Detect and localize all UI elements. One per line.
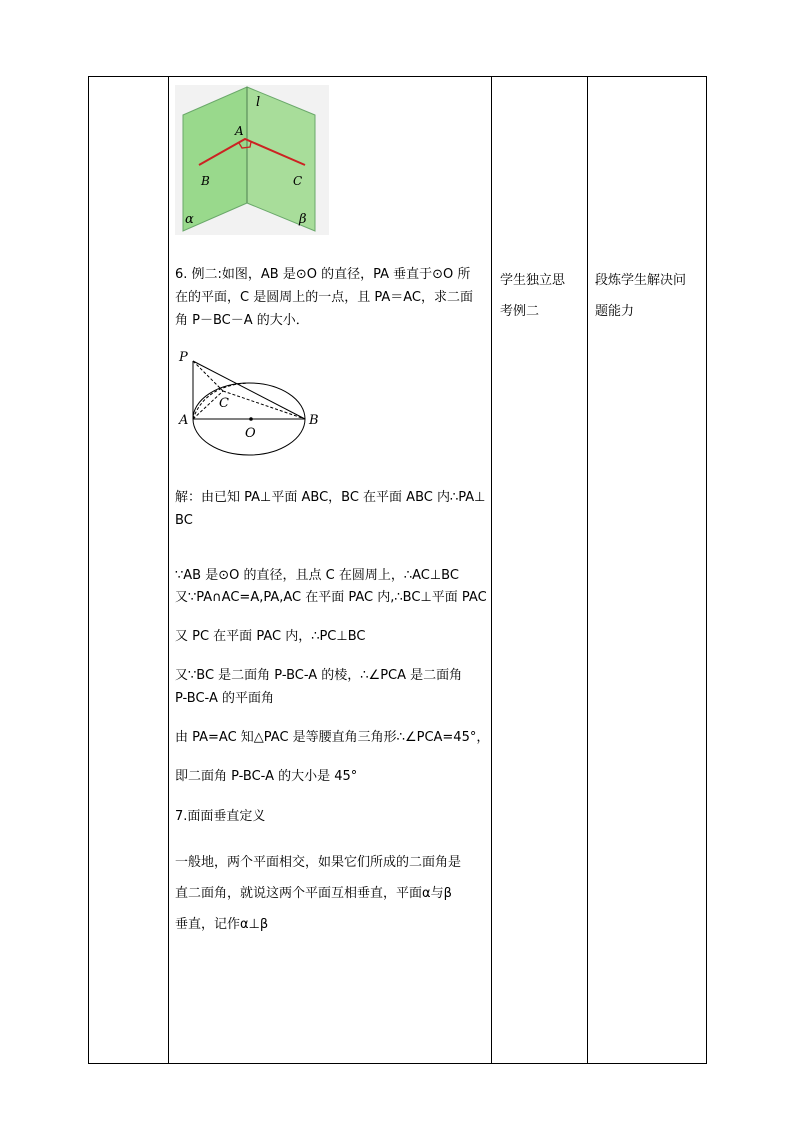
design-purpose bbox=[595, 265, 686, 327]
solution-line: 即二面角 P-BC-A 的大小是 45° bbox=[175, 769, 358, 784]
definition-line: 一般地，两个平面相交，如果它们所成的二面角是 bbox=[175, 855, 462, 870]
lesson-table bbox=[88, 76, 707, 1064]
solution-line: 又 PC 在平面 PAC 内，∴PC⊥BC bbox=[175, 629, 366, 644]
solution-block bbox=[175, 486, 491, 532]
design-purpose-line: 题能力 bbox=[595, 304, 635, 319]
student-activity-line: 考例二 bbox=[500, 304, 540, 319]
example-line-1: 6. 例二:如图，AB 是⊙O 的直径，PA 垂直于⊙O 所 bbox=[175, 267, 471, 282]
column-divider bbox=[491, 77, 492, 1063]
fig1-label-b: B bbox=[201, 174, 210, 188]
fig1-label-c: C bbox=[293, 174, 303, 188]
solution-line: 又∵PA∩AC=A,PA,AC 在平面 PAC 内,∴BC⊥平面 PAC bbox=[175, 590, 487, 605]
fig1-label-l: l bbox=[256, 95, 261, 110]
student-activity-line: 学生独立思 bbox=[500, 273, 566, 288]
definition-heading: 7.面面垂直定义 bbox=[175, 809, 266, 824]
column-divider bbox=[168, 77, 169, 1063]
solution-line: ∵AB 是⊙O 的直径，且点 C 在圆周上，∴AC⊥BC bbox=[175, 568, 459, 583]
solution-line: BC bbox=[175, 513, 193, 528]
example-line-3: 角 P－BC－A 的大小． bbox=[175, 313, 309, 328]
fig2-label-o: O bbox=[245, 426, 256, 441]
dihedral-figure bbox=[175, 85, 329, 235]
fig2-label-a: A bbox=[179, 413, 189, 428]
definition-line: 垂直，记作α⊥β bbox=[175, 917, 269, 932]
circle-figure bbox=[175, 347, 325, 463]
solution-line: 又∵BC 是二面角 P-BC-A 的棱，∴∠PCA 是二面角 bbox=[175, 668, 463, 683]
solution-line: P-BC-A 的平面角 bbox=[175, 691, 274, 706]
solution-line: 由 PA=AC 知△PAC 是等腰直角三角形∴∠PCA=45°， bbox=[175, 730, 490, 745]
fig1-label-beta: β bbox=[299, 212, 307, 227]
fig1-label-a: A bbox=[235, 124, 244, 138]
solution-line: 解：由已知 PA⊥平面 ABC，BC 在平面 ABC 内∴PA⊥ bbox=[175, 490, 486, 505]
definition-block bbox=[175, 847, 491, 940]
fig1-label-alpha: α bbox=[185, 212, 194, 227]
student-activity bbox=[500, 265, 565, 327]
definition-line: 直二面角，就说这两个平面互相垂直，平面α与β bbox=[175, 886, 452, 901]
example-problem bbox=[175, 263, 491, 332]
solution-block bbox=[175, 664, 491, 710]
example-line-2: 在的平面，C 是圆周上的一点，且 PA＝AC，求二面 bbox=[175, 290, 473, 305]
fig2-label-c: C bbox=[219, 396, 229, 411]
fig2-label-p: P bbox=[179, 350, 188, 365]
fig2-label-b: B bbox=[309, 413, 319, 428]
design-purpose-line: 段炼学生解决问 bbox=[595, 273, 687, 288]
column-divider bbox=[587, 77, 588, 1063]
